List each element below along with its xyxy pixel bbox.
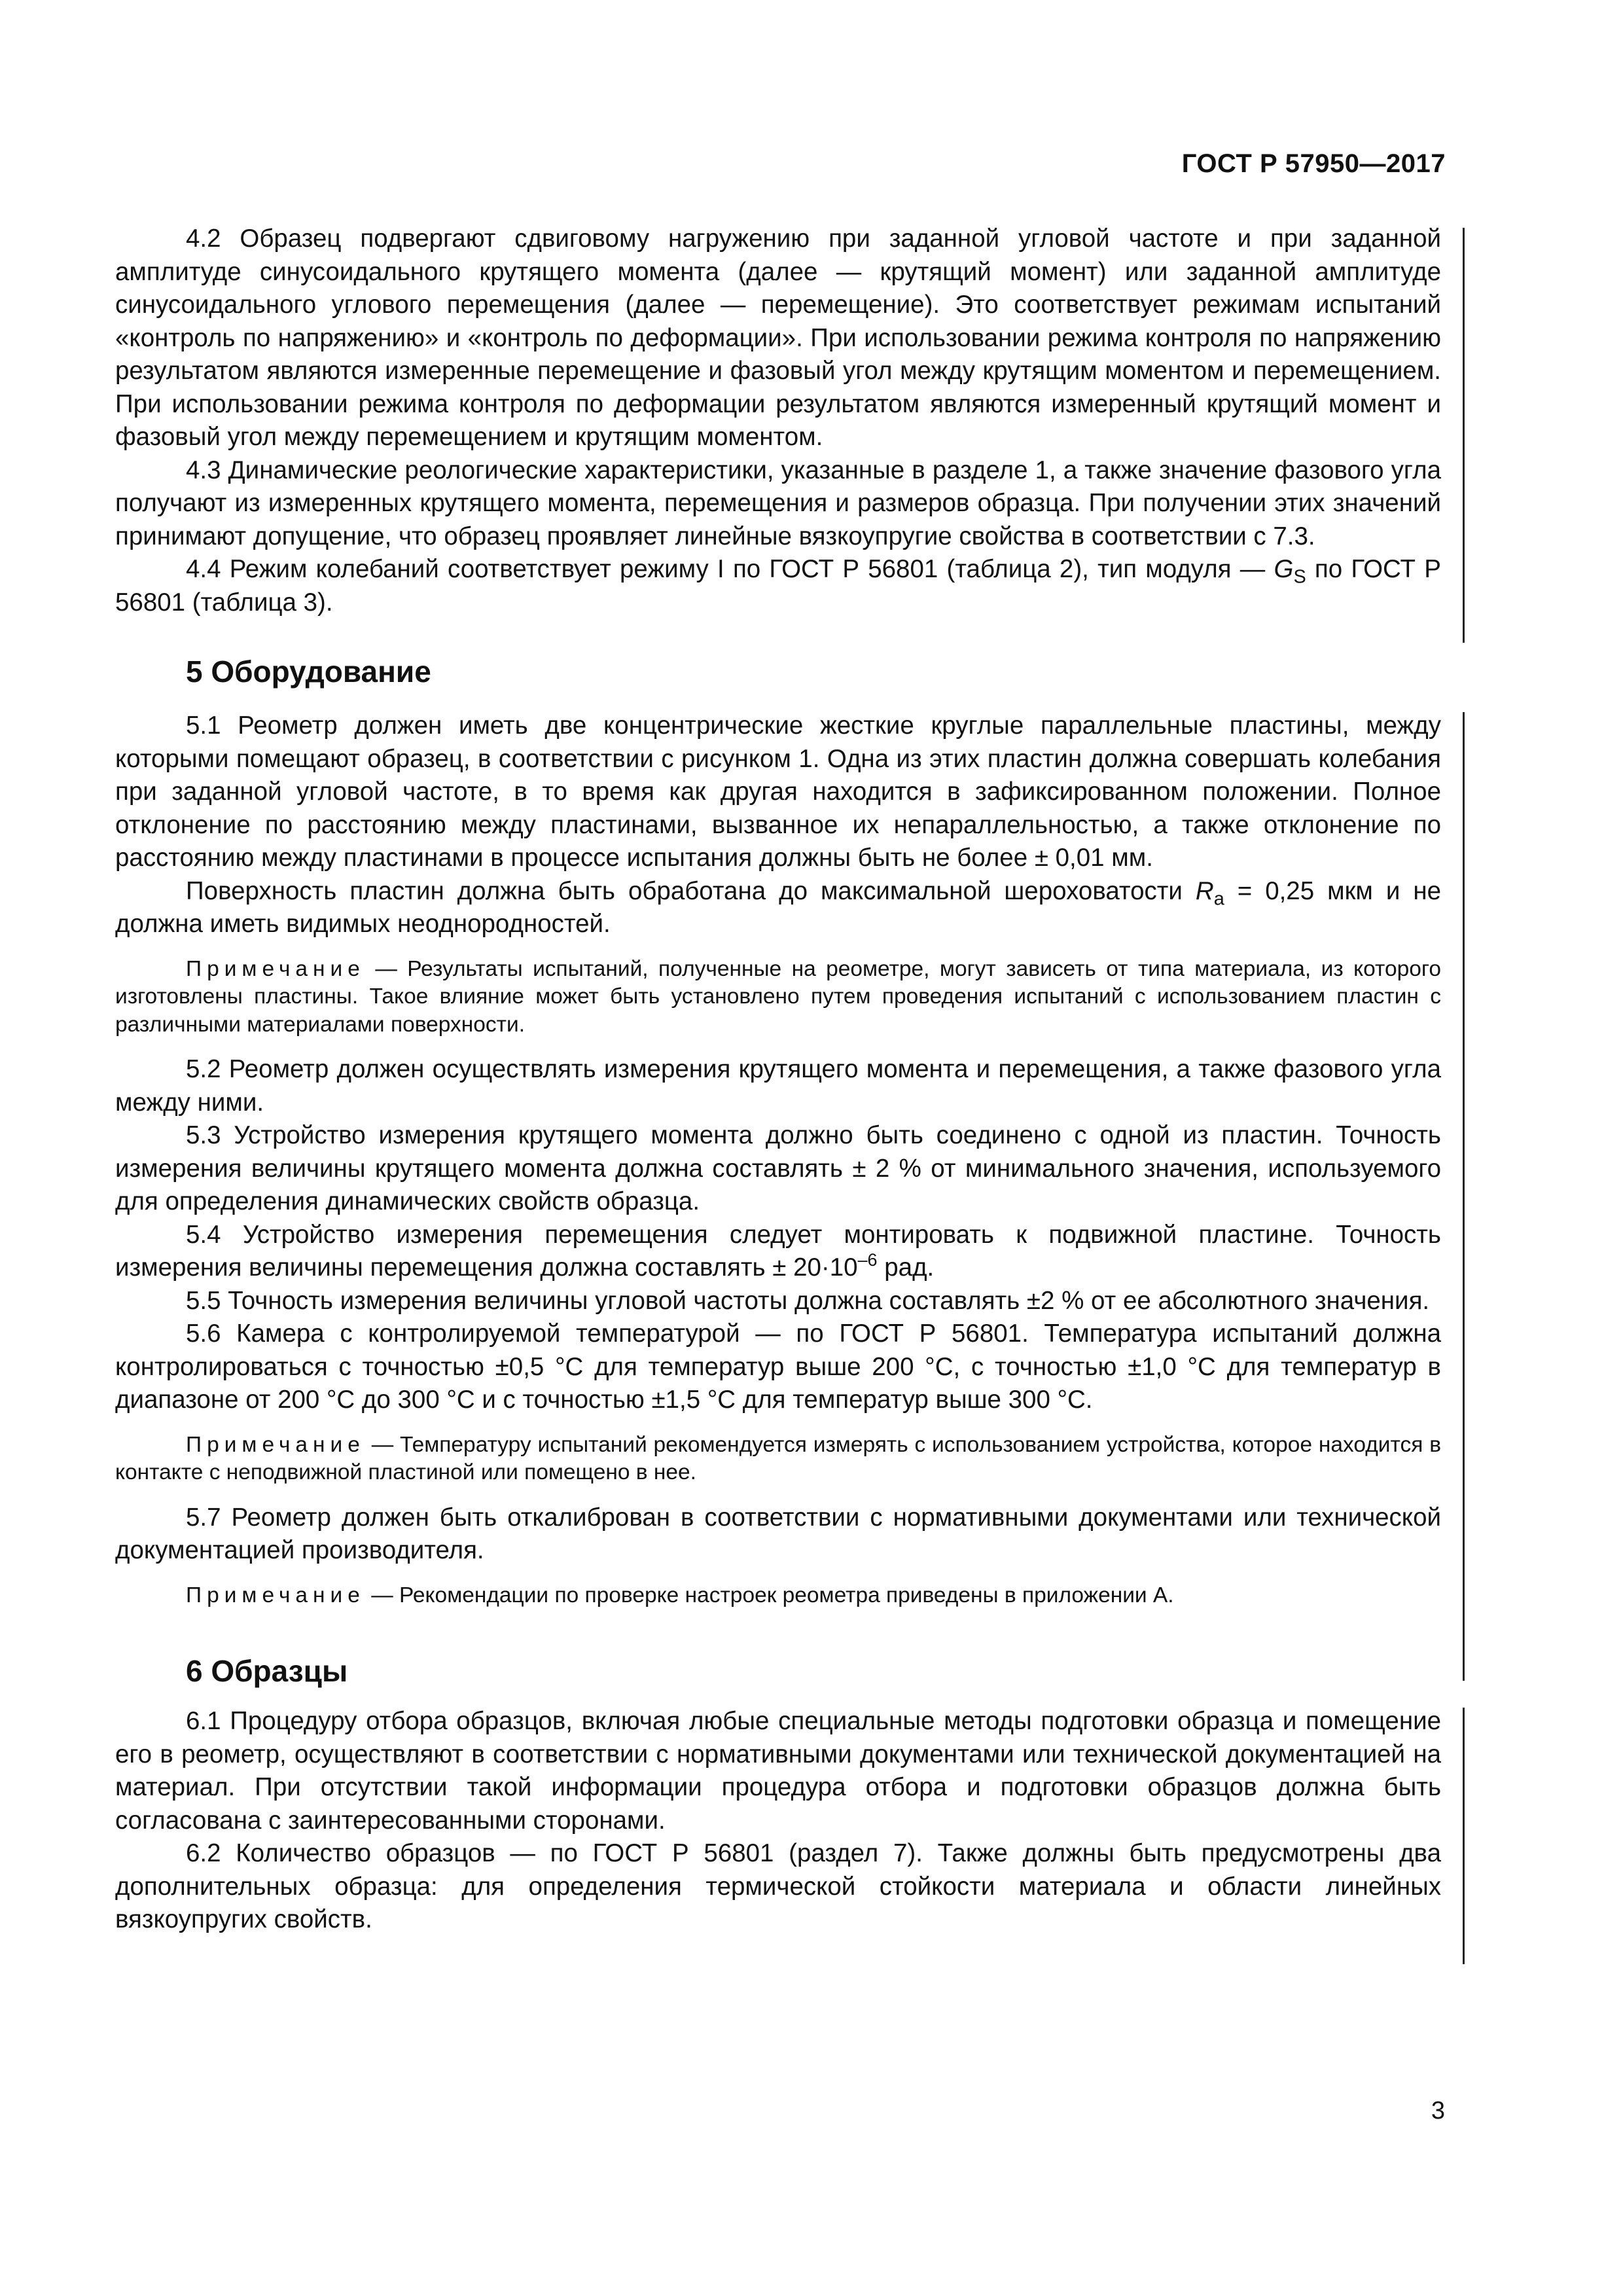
- note-2: [115, 1431, 1441, 1487]
- modulus-symbol: G: [1274, 555, 1294, 583]
- paragraph-4-4-text-a: 4.4 Режим колебаний соответствует режиму I по ГОСТ Р 56801 (таблица 2), тип модуля —: [186, 555, 1274, 583]
- note-label: Примечание: [186, 1432, 365, 1457]
- document-number: ГОСТ Р 57950—2017: [1181, 149, 1446, 178]
- paragraph-6-1: 6.1 Процедуру отбора образцов, включая любые специальные методы подготовки образца и помещение его в реометр, осуществляют в соответствии с нормативными документами или технической документацией на материал. При отсутствии такой информации процедура отбора и подготовки образцов должна быть согласована с заинтересованными сторонами.: [115, 1707, 1441, 1835]
- paragraph-4-3: 4.3 Динамические реологические характеристики, указанные в разделе 1, а также значение фазового угла получают из измеренных крутящего момента, перемещения и размеров образца. При получении этих значений принимают допущение, что образец проявляет линейные вязкоупругие свойства в соответствии с 7.3.: [115, 456, 1441, 550]
- roughness-subscript: a: [1213, 888, 1224, 910]
- page-number: 3: [1431, 2097, 1445, 2125]
- note-label: Примечание: [186, 1583, 365, 1607]
- paragraph-6-2: 6.2 Количество образцов — по ГОСТ Р 56801 (раздел 7). Также должны быть предусмотрены два дополнительных образца: для определения термической стойкости материала и области линейных вязкоупругих свойств.: [115, 1839, 1441, 1933]
- note-3: [115, 1582, 1441, 1610]
- paragraph-5-4-text-b: рад.: [877, 1253, 935, 1282]
- paragraph-5-4-text-a: 5.4 Устройство измерения перемещения следует монтировать к подвижной пластине. Точность измерения величины перемещения должна составлять ± 20·10: [115, 1220, 1441, 1282]
- section-5-block: [115, 709, 1441, 1609]
- section-4-block: [115, 223, 1441, 619]
- section-5-heading: 5 Оборудование: [186, 655, 431, 689]
- paragraph-5-5: 5.5 Точность измерения величины угловой частоты должна составлять ±2 % от ее абсолютного значения.: [186, 1286, 1430, 1315]
- change-bar: [1463, 712, 1465, 1681]
- roughness-symbol: R: [1195, 876, 1214, 905]
- note-2-text: — Температуру испытаний рекомендуется измерять с использованием устройства, которое находится в контакте с неподвижной пластиной или помещено в нее.: [115, 1432, 1441, 1484]
- note-3-text: — Рекомендации по проверке настроек реометра приведены в приложении А.: [365, 1583, 1174, 1607]
- section-6-block: [115, 1705, 1441, 1937]
- paragraph-5-6: 5.6 Камера с контролируемой температурой — по ГОСТ Р 56801. Температура испытаний должна контролироваться с точностью ±0,5 °С для температур выше 200 °С, с точностью ±1,0 °С для температур в диапазоне от 200 °С до 300 °С и с точностью ±1,5 °С для температур выше 300 °С.: [115, 1319, 1441, 1414]
- paragraph-4-4: [115, 553, 1441, 619]
- paragraph-5-1-text-a: Поверхность пластин должна быть обработана до максимальной шероховатости: [186, 876, 1196, 905]
- paragraph-5-1-text-b: = 0,25 мкм и не должна иметь видимых неоднородностей.: [115, 876, 1442, 938]
- paragraph-5-1-surface: [115, 875, 1441, 941]
- page-content: [115, 223, 1441, 1937]
- note-1: [115, 956, 1441, 1039]
- exponent: –6: [857, 1250, 878, 1270]
- note-label: Примечание: [186, 956, 365, 981]
- paragraph-5-1: 5.1 Реометр должен иметь две концентрические жесткие круглые параллельные пластины, между которыми помещают образец, в соответствии с рисунком 1. Одна из этих пластин должна совершать колебания при заданной угловой частоте, в то время как другая находится в зафиксированном положении. Полное отклонение по расстоянию между пластинами, вызванное их непараллельностью, а также отклонение по расстоянию между пластинами в процессе испытания должны быть не более ± 0,01 мм.: [115, 711, 1441, 872]
- paragraph-4-4-text-b: по ГОСТ Р 56801 (таблица 3).: [115, 555, 1441, 617]
- modulus-subscript: S: [1293, 566, 1306, 588]
- note-1-text: — Результаты испытаний, полученные на реометре, могут зависеть от типа материала, из которого изготовлены пластины. Такое влияние может быть установлено путем проведения испытаний с использованием пластин с различными материалами поверхности.: [115, 956, 1441, 1037]
- paragraph-5-4: [115, 1219, 1441, 1285]
- paragraph-4-2: 4.2 Образец подвергают сдвиговому нагружению при заданной угловой частоте и при заданной амплитуде синусоидального крутящего момента (далее — крутящий момент) или заданной амплитуде синусоидального углового перемещения (далее — перемещение). Это соответствует режимам испытаний «контроль по напряжению» и «контроль по деформации». При использовании режима контроля по напряжению результатом являются измеренные перемещение и фазовый угол между крутящим моментом и перемещением. При использовании режима контроля по деформации результатом являются измеренный крутящий момент и фазовый угол между перемещением и крутящим моментом.: [115, 224, 1441, 451]
- paragraph-5-2: 5.2 Реометр должен осуществлять измерения крутящего момента и перемещения, а также фазового угла между ними.: [115, 1055, 1441, 1117]
- paragraph-5-7: 5.7 Реометр должен быть откалиброван в соответствии с нормативными документами или технической документацией производителя.: [115, 1503, 1441, 1564]
- change-bar: [1463, 1708, 1465, 1964]
- change-bar: [1463, 228, 1465, 643]
- paragraph-5-3: 5.3 Устройство измерения крутящего момента должно быть соединено с одной из пластин. Точность измерения величины крутящего момента должна составлять ± 2 % от минимального значения, используемого для определения динамических свойств образца.: [115, 1121, 1441, 1215]
- section-6-heading: 6 Образцы: [186, 1654, 348, 1688]
